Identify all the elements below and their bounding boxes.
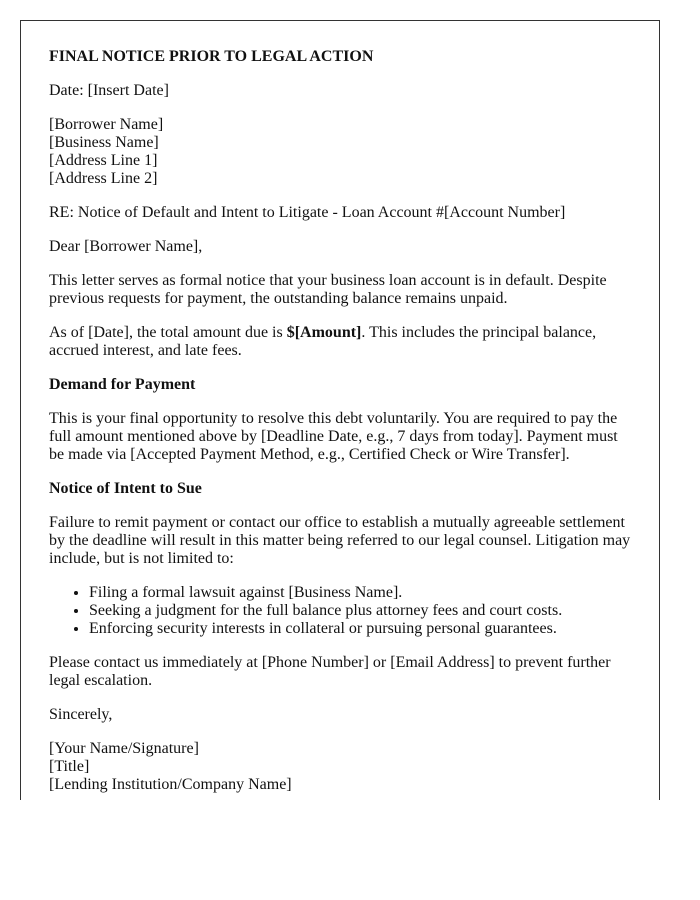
default-notice-paragraph: This letter serves as formal notice that your business loan account is in default. Despite previous requests for payment, the outstanding balance remains unpaid. (49, 272, 607, 307)
recipient-address-block (49, 116, 631, 188)
signature-block (49, 740, 631, 794)
signature-company: [Lending Institution/Company Name] (49, 776, 292, 793)
list-item: • Seeking a judgment for the full balance plus attorney fees and court costs. (89, 602, 631, 620)
amount-due-paragraph (49, 324, 631, 360)
salutation: Dear [Borrower Name], (49, 238, 203, 255)
list-item: • Enforcing security interests in collateral or pursuing personal guarantees. (89, 620, 631, 638)
closing: Sincerely, (49, 706, 113, 723)
recipient-address-line-2: [Address Line 2] (49, 170, 158, 187)
letter-document (20, 20, 660, 800)
demand-section-body: This is your final opportunity to resolve this debt voluntarily. You are required to pay the full amount mentioned above by [Deadline Date, e.g., 7 days from today]. Payment must be made via [Accepted Payment Method, e.g., Certified Check or Wire Transfer]. (49, 410, 618, 463)
amount-suffix: . This includes the principal balance, accrued interest, and late fees. (49, 324, 597, 359)
recipient-address-line-1: [Address Line 1] (49, 152, 158, 169)
signature-title: [Title] (49, 758, 90, 775)
intent-section-body: Failure to remit payment or contact our office to establish a mutually agreeable settlement by the deadline will result in this matter being referred to our legal counsel. Litigation may include, but is not limited to: (49, 514, 631, 567)
amount-due-value: $[Amount] (286, 324, 362, 341)
demand-section-heading: Demand for Payment (49, 376, 196, 393)
date-line: Date: [Insert Date] (49, 82, 169, 99)
list-item: • Filing a formal lawsuit against [Business Name]. (89, 584, 631, 602)
re-line: RE: Notice of Default and Intent to Litigate - Loan Account #[Account Number] (49, 204, 566, 221)
intent-section-heading: Notice of Intent to Sue (49, 480, 202, 497)
recipient-business-name: [Business Name] (49, 134, 159, 151)
signature-name: [Your Name/Signature] (49, 740, 199, 757)
amount-prefix: As of [Date], the total amount due is (49, 324, 287, 341)
litigation-actions-list (49, 584, 631, 638)
contact-paragraph: Please contact us immediately at [Phone Number] or [Email Address] to prevent further legal escalation. (49, 654, 611, 689)
recipient-borrower-name: [Borrower Name] (49, 116, 164, 133)
letter-title: FINAL NOTICE PRIOR TO LEGAL ACTION (49, 48, 374, 65)
